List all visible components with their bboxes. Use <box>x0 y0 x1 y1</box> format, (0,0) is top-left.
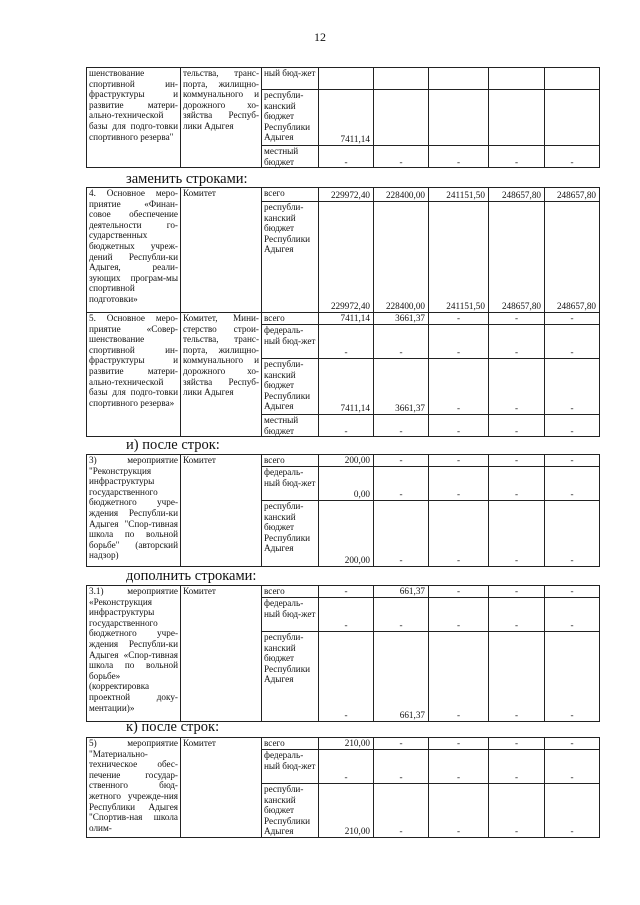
executor-cell: Комитет, Мини-стерство строи-тельства, транс-порта, жилищно-коммунального и дорожного хо-зяйства Респуб-лики Адыгея <box>181 313 262 437</box>
executor-cell: Комитет <box>181 586 262 722</box>
budget-table-after: 3) мероприятие "Реконструкция инфраструктуры государственного бюджетного учре-ждения Республи-ки Адыгея "Спор-тивная школа по вольной борьбе" (авторский надзор) Комитет всего 200,00 - - - - федераль-ный бюд-жет 0,00 - - - - республи-канский бюджет Республики Адыгея 200,00 - - - - <box>86 454 600 567</box>
budget-table-after-2: 5) мероприятие "Материально-техническое обес-печение государ-ственного бюд-жетного учрежде-ния Республики Адыгея "Спортив-ная школа олим- Комитет всего 210,00 - - - - федераль-ный бюд-жет - - - - - республи-канский бюджет Республики Адыгея 210,00 - - - - <box>86 737 600 838</box>
executor-cell: Комитет <box>181 738 262 838</box>
executor-cell: тельства, транс-порта, жилищно-коммунального и дорожного хо-зяйства Респуб-лики Адыгея <box>181 68 262 168</box>
budget-table-added: 3.1) мероприятие «Реконструкция инфраструктуры государственного бюджетного учре-ждения Республи-ки Адыгея «Спор-тивная школа по вольной борьбе» (корректировка проектной доку-ментации)» Комитет всего - 661,37 - - - федераль-ный бюд-жет - - - - - республи-канский бюджет Республики Адыгея - 661,37 - - - <box>86 585 600 722</box>
event-name-cell: 3.1) мероприятие «Реконструкция инфраструктуры государственного бюджетного учре-ждения Республи-ки Адыгея «Спор-тивная школа по вольной борьбе» (корректировка проектной доку-ментации)» <box>87 586 181 722</box>
section-heading: к) после строк: <box>126 719 220 735</box>
funding-source-cell: местный бюджет <box>262 146 319 168</box>
executor-cell: Комитет <box>181 455 262 567</box>
event-name-cell: 5) мероприятие "Материально-техническое обес-печение государ-ственного бюд-жетного учрежде-ния Республики Адыгея "Спортив-ная школа олим- <box>87 738 181 838</box>
page-number: 12 <box>314 30 326 44</box>
amount-cell: 7411,14 <box>319 90 374 146</box>
budget-table-replacement: 4. Основное меро-приятие «Финан-совое обеспечение деятельности го-сударственных бюджетных учреж-дений Республи-ки Адыгея, реали-зующих програм-мы спортивной подготовки» Комитет всего 229972,40 228400,00 241151,50 248657,80 248657,80 республи-канский бюджет Республики Адыгея 229972,40 228400,00 241151,50 248657,80 248657,80 5. Основное меро-приятие «Совер-шенствование спортивной ин-фраструктуры и развитие матери-ально-технической базы для подго-товки спортивного резерва» Комитет, Мини-стерство строи-тельства, транс-порта, жилищно-коммунального и дорожного хо-зяйства Респуб-лики Адыгея всего 7411,14 3661,37 - - - федераль-ный бюд-жет - - - - - республи-канский бюджет Республики Адыгея 7411,14 3661,37 - - - местный бюджет - - - - - <box>86 187 600 437</box>
section-heading: и) после строк: <box>126 437 220 453</box>
section-heading: заменить строками: <box>126 171 248 187</box>
event-name-cell: 5. Основное меро-приятие «Совер-шенствование спортивной ин-фраструктуры и развитие матери-ально-технической базы для подго-товки спортивного резерва» <box>87 313 181 437</box>
budget-table-continued: шенствование спортивной ин-фраструктуры и развитие матери-ально-технической базы для подго-товки спортивного резерва" тельства, транс-порта, жилищно-коммунального и дорожного хо-зяйства Респуб-лики Адыгея ный бюд-жет республи-канский бюджет Республики Адыгея 7411,14 местный бюджет - - - - - <box>86 67 600 168</box>
section-heading: дополнить строками: <box>126 568 257 584</box>
funding-source-cell: ный бюд-жет <box>262 68 319 90</box>
executor-cell: Комитет <box>181 188 262 313</box>
event-name-cell: 4. Основное меро-приятие «Финан-совое обеспечение деятельности го-сударственных бюджетных учреж-дений Республи-ки Адыгея, реали-зующих програм-мы спортивной подготовки» <box>87 188 181 313</box>
event-name-cell: шенствование спортивной ин-фраструктуры и развитие матери-ально-технической базы для подго-товки спортивного резерва" <box>87 68 181 168</box>
funding-source-cell: республи-канский бюджет Республики Адыгея <box>262 90 319 146</box>
event-name-cell: 3) мероприятие "Реконструкция инфраструктуры государственного бюджетного учре-ждения Республи-ки Адыгея "Спор-тивная школа по вольной борьбе" (авторский надзор) <box>87 455 181 567</box>
